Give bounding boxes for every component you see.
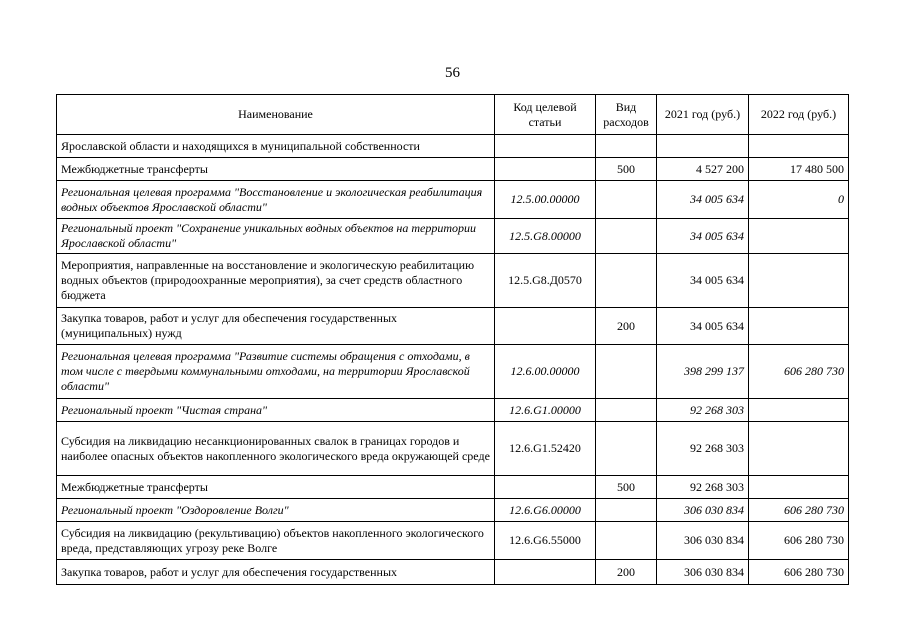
row-2022: 17 480 500 — [749, 158, 849, 181]
row-2022 — [749, 135, 849, 158]
table-row — [57, 181, 849, 219]
table-row — [57, 560, 849, 585]
row-code: 12.5.G8.00000 — [495, 219, 596, 254]
row-2021: 92 268 303 — [657, 399, 749, 422]
row-vid — [596, 399, 657, 422]
row-2021: 34 005 634 — [657, 308, 749, 345]
row-2022 — [749, 308, 849, 345]
row-name: Мероприятия, направленные на восстановление и экологическую реабилитацию водных объектов (природоохранные мероприятия), за счет средств областного бюджета — [57, 254, 495, 308]
table-row — [57, 499, 849, 522]
row-code: 12.6.G6.00000 — [495, 499, 596, 522]
row-name: Региональный проект "Оздоровление Волги" — [57, 499, 495, 522]
row-2022 — [749, 219, 849, 254]
row-code: 12.6.G6.55000 — [495, 522, 596, 560]
table-row — [57, 476, 849, 499]
row-code: 12.6.00.00000 — [495, 345, 596, 399]
row-2022 — [749, 254, 849, 308]
row-vid — [596, 522, 657, 560]
table-row — [57, 158, 849, 181]
row-name: Межбюджетные трансферты — [57, 476, 495, 499]
row-code: 12.5.00.00000 — [495, 181, 596, 219]
row-code — [495, 135, 596, 158]
row-code — [495, 560, 596, 585]
table-row — [57, 219, 849, 254]
table-row — [57, 345, 849, 399]
row-vid — [596, 219, 657, 254]
row-2021: 34 005 634 — [657, 181, 749, 219]
row-2021 — [657, 135, 749, 158]
row-name: Региональный проект "Чистая страна" — [57, 399, 495, 422]
row-2021: 34 005 634 — [657, 254, 749, 308]
table-row — [57, 522, 849, 560]
row-2022: 0 — [749, 181, 849, 219]
row-2021: 306 030 834 — [657, 499, 749, 522]
header-2022: 2022 год (руб.) — [749, 95, 849, 135]
row-vid: 500 — [596, 158, 657, 181]
table-body — [57, 135, 849, 585]
row-2021: 34 005 634 — [657, 219, 749, 254]
row-vid — [596, 181, 657, 219]
row-vid — [596, 345, 657, 399]
row-2021: 92 268 303 — [657, 476, 749, 499]
table-row — [57, 422, 849, 476]
row-2021: 306 030 834 — [657, 522, 749, 560]
table-row — [57, 254, 849, 308]
row-2022 — [749, 399, 849, 422]
table-row — [57, 135, 849, 158]
row-2022: 606 280 730 — [749, 345, 849, 399]
row-vid — [596, 135, 657, 158]
row-code: 12.5.G8.Д0570 — [495, 254, 596, 308]
table-row — [57, 399, 849, 422]
row-name: Региональная целевая программа "Развитие системы обращения с отходами, в том числе с твердыми коммунальными отходами, на территории Ярославской области" — [57, 345, 495, 399]
table-header-row — [57, 95, 849, 135]
table-row — [57, 308, 849, 345]
budget-table — [56, 94, 849, 585]
header-vid: Вид расходов — [596, 95, 657, 135]
row-2022 — [749, 476, 849, 499]
row-2022: 606 280 730 — [749, 560, 849, 585]
row-name: Закупка товаров, работ и услуг для обеспечения государственных — [57, 560, 495, 585]
row-vid: 500 — [596, 476, 657, 499]
row-vid — [596, 254, 657, 308]
row-code: 12.6.G1.52420 — [495, 422, 596, 476]
page-number: 56 — [445, 65, 460, 81]
row-vid — [596, 422, 657, 476]
row-vid — [596, 499, 657, 522]
row-name: Региональная целевая программа "Восстановление и экологическая реабилитация водных объектов Ярославской области" — [57, 181, 495, 219]
row-name: Межбюджетные трансферты — [57, 158, 495, 181]
row-2022: 606 280 730 — [749, 522, 849, 560]
row-2021: 4 527 200 — [657, 158, 749, 181]
row-2022 — [749, 422, 849, 476]
row-2022: 606 280 730 — [749, 499, 849, 522]
header-name: Наименование — [57, 95, 495, 135]
row-2021: 398 299 137 — [657, 345, 749, 399]
row-code — [495, 476, 596, 499]
row-2021: 306 030 834 — [657, 560, 749, 585]
header-code: Код целевой статьи — [495, 95, 596, 135]
row-code: 12.6.G1.00000 — [495, 399, 596, 422]
row-vid: 200 — [596, 308, 657, 345]
row-code — [495, 308, 596, 345]
row-code — [495, 158, 596, 181]
row-vid: 200 — [596, 560, 657, 585]
row-name: Региональный проект "Сохранение уникальных водных объектов на территории Ярославской области" — [57, 219, 495, 254]
row-name: Ярославской области и находящихся в муниципальной собственности — [57, 135, 495, 158]
row-2021: 92 268 303 — [657, 422, 749, 476]
header-2021: 2021 год (руб.) — [657, 95, 749, 135]
row-name: Закупка товаров, работ и услуг для обеспечения государственных (муниципальных) нужд — [57, 308, 495, 345]
row-name: Субсидия на ликвидацию несанкционированных свалок в границах городов и наиболее опасных объектов накопленного экологического вреда окружающей среде — [57, 422, 495, 476]
row-name: Субсидия на ликвидацию (рекультивацию) объектов накопленного экологического вреда, представляющих угрозу реке Волге — [57, 522, 495, 560]
